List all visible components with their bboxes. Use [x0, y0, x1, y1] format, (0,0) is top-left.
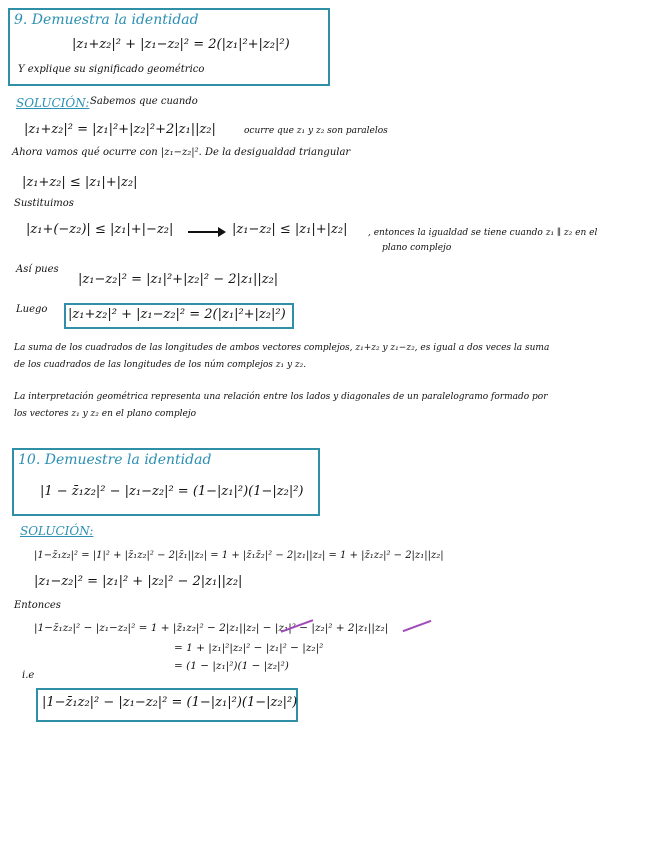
paragraph-1-line-1: La suma de los cuadrados de las longitudes de ambos vectores complejos, z₁+z₂ y z₁−z₂, es igual a dos veces la suma	[14, 343, 550, 353]
paragraph-2-line-1: La interpretación geométrica representa una relación entre los lados y diagonales de un paralelogramo formado por	[14, 392, 548, 402]
substitution-right: |z₁−z₂| ≤ |z₁|+|z₂|	[232, 222, 348, 237]
entonces-line-3: = (1 − |z₁|²)(1 − |z₂|²)	[174, 660, 289, 672]
substitution-left: |z₁+(−z₂)| ≤ |z₁|+|−z₂|	[26, 222, 174, 237]
asi-equation: |z₁−z₂|² = |z₁|²+|z₂|² − 2|z₁||z₂|	[78, 272, 279, 287]
problem-9-identity: |z₁+z₂|² + |z₁−z₂|² = 2(|z₁|²+|z₂|²)	[72, 37, 290, 52]
solution-label-9: SOLUCIÓN:	[16, 96, 90, 110]
result-10: |1−z̄₁z₂|² − |z₁−z₂|² = (1−|z₁|²)(1−|z₂|²)	[42, 695, 298, 710]
triangle-inequality: |z₁+z₂| ≤ |z₁|+|z₂|	[22, 175, 138, 190]
sustituimos-label: Sustituimos	[14, 198, 74, 209]
paragraph-1-line-2: de los cuadrados de las longitudes de los núm complejos z₁ y z₂.	[14, 360, 307, 370]
asi-label: Así pues	[16, 264, 59, 275]
problem-9-instruction: Y explique su significado geométrico	[18, 64, 205, 75]
entonces-label: Entonces	[14, 600, 61, 611]
line1-note: ocurre que z₁ y z₂ son paralelos	[244, 126, 388, 136]
line1-eq: |z₁+z₂|² = |z₁|²+|z₂|²+2|z₁||z₂|	[24, 122, 216, 137]
luego-label: Luego	[16, 304, 48, 315]
ie-label: i.e	[22, 670, 35, 681]
problem-10-identity: |1 − z̄₁z₂|² − |z₁−z₂|² = (1−|z₁|²)(1−|z₂|²)	[40, 484, 304, 499]
problem-9-title: 9. Demuestra la identidad	[14, 12, 199, 28]
expansion-1: |1−z̄₁z₂|² = |1|² + |z̄₁z₂|² − 2|z̄₁||z₂| = 1 + |z̄₁z̄₂|² − 2|z₁||z₂| = 1 + |z̄₁z₂|² − 2|z₁||z₂|	[34, 550, 444, 561]
substitution-note: , entonces la igualdad se tiene cuando z₁ ∥ z₂ en el	[368, 228, 598, 238]
line2-text: Ahora vamos qué ocurre con |z₁−z₂|². De la desigualdad triangular	[12, 147, 351, 158]
result-9: |z₁+z₂|² + |z₁−z₂|² = 2(|z₁|²+|z₂|²)	[68, 307, 286, 322]
substitution-note-2: plano complejo	[382, 243, 452, 253]
entonces-line-2: = 1 + |z₁|²|z₂|² − |z₁|² − |z₂|²	[174, 642, 324, 654]
solution-label-10: SOLUCIÓN:	[20, 524, 94, 538]
solution-intro-9: Sabemos que cuando	[90, 96, 198, 107]
cancel-mark-2	[403, 620, 432, 632]
paragraph-2-line-2: los vectores z₁ y z₂ en el plano complejo	[14, 409, 197, 419]
expansion-2: |z₁−z₂|² = |z₁|² + |z₂|² − 2|z₁||z₂|	[34, 574, 243, 589]
entonces-line-1: |1−z̄₁z₂|² − |z₁−z₂|² = 1 + |z̄₁z₂|² − 2|z₁||z₂| − |z₁|² − |z₂|² + 2|z₁||z₂|	[34, 622, 389, 634]
problem-10-title: 10. Demuestre la identidad	[18, 452, 212, 468]
implies-arrow	[188, 231, 224, 233]
